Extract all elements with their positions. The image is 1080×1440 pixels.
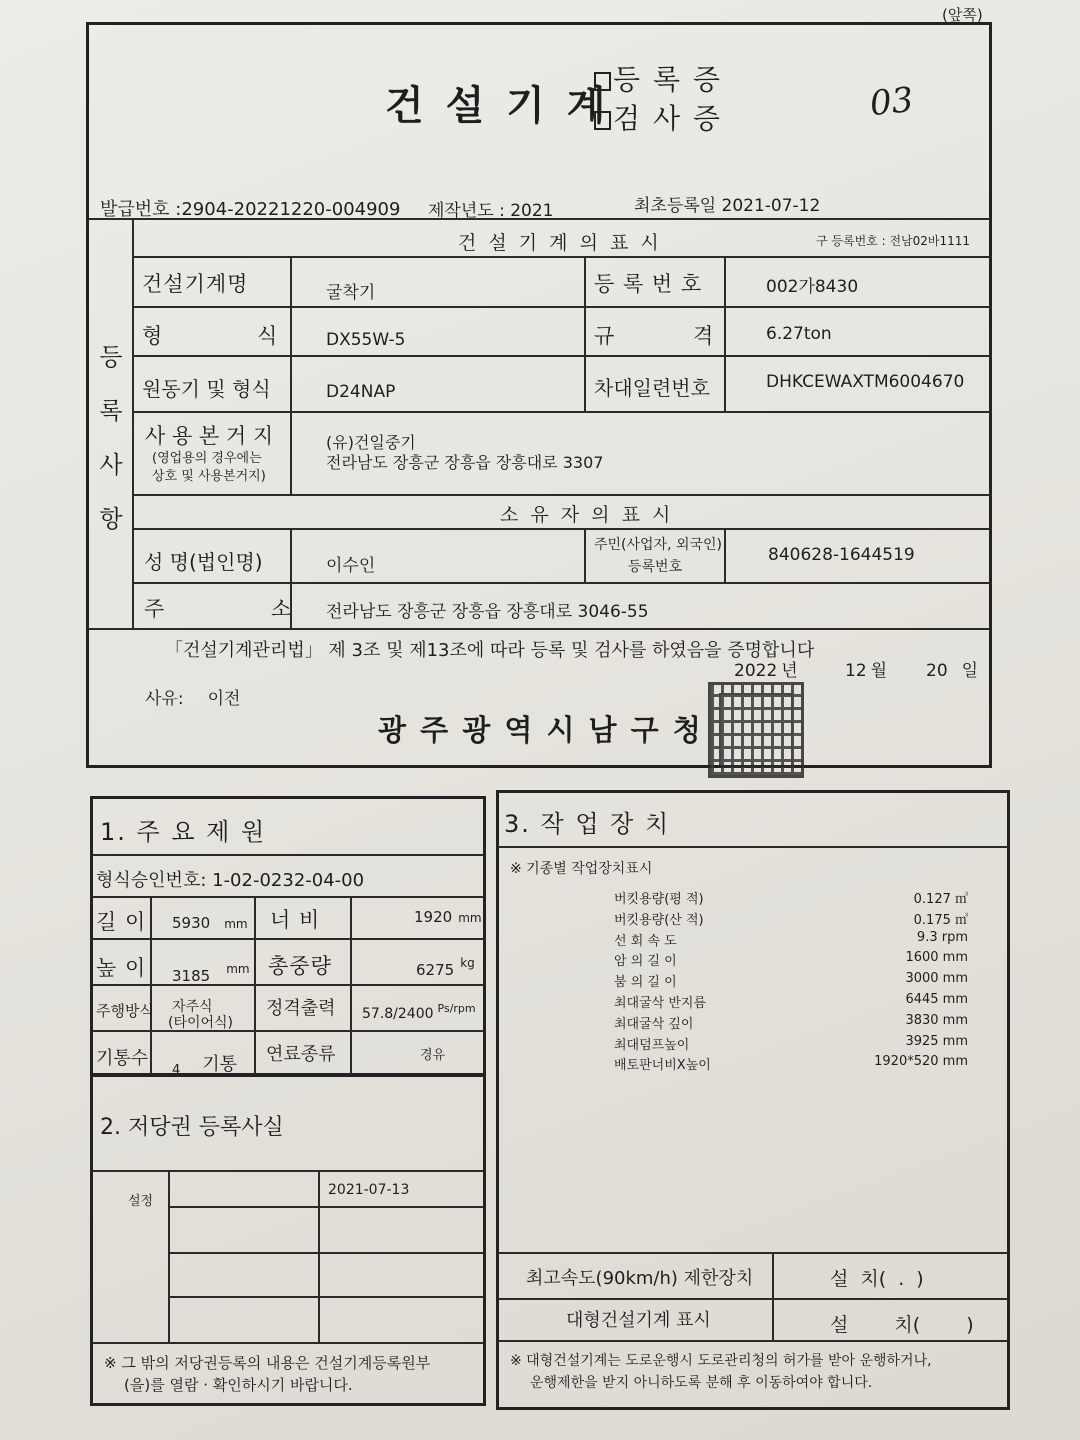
speed-limiter-label: 최고속도(90km/h) 제한장치 [526, 1268, 754, 1289]
serial-value: DHKCEWAXTM6004670 [766, 372, 965, 392]
drive-type-value-1: 자주식 [172, 999, 213, 1015]
reason: 사유: 이전 [145, 689, 241, 709]
engine-value: D24NAP [326, 382, 396, 402]
work-device-item-value: 1600 mm [905, 950, 968, 965]
machine-name-value: 굴착기 [326, 283, 376, 303]
work-device-item-value: 3830 mm [905, 1013, 968, 1028]
title-option-registration: 등 록 증 [594, 58, 722, 98]
work-device-item-label: 버킷용량(평 적) [614, 892, 704, 907]
work-device-item-label: 암 의 길 이 [614, 954, 677, 969]
work-device-item-value: 1920*520 mm [874, 1054, 968, 1069]
total-weight-label: 총중량 [268, 954, 332, 978]
machine-name-label: 건설기계명 [142, 272, 249, 296]
owner-id-label-2: 등록번호 [628, 559, 683, 575]
work-device-item-value: 9.3 rpm [916, 930, 968, 945]
model-value: DX55W-5 [326, 330, 406, 350]
specs-title: 1. 주 요 제 원 [100, 818, 267, 846]
owner-section-title: 소 유 자 의 표 시 [500, 504, 674, 526]
registration-number-value: 002가8430 [766, 277, 859, 297]
owner-address-value: 전라남도 장흥군 장흥읍 장흥대로 3046-55 [326, 602, 649, 622]
owner-id-label-1: 주민(사업자, 외국인) [594, 537, 723, 553]
owner-id-value: 840628-1644519 [768, 545, 915, 565]
base-value-company: (유)건일중기 [326, 433, 416, 452]
rated-output-value: 57.8/2400 $^{Ps/rpm}$ [362, 1002, 476, 1022]
width-value: 1920 mm [414, 908, 482, 926]
drive-type-label: 주행방식 [96, 1002, 154, 1020]
drive-type-value-2: (타이어식) [168, 1015, 234, 1031]
work-device-item-label: 최대굴삭 반지름 [614, 996, 707, 1011]
old-registration-number: 구 등록번호 : 전남02바1111 [816, 234, 971, 248]
work-device-item-value: 0.175 ㎥ [913, 913, 968, 928]
checkbox-icon [594, 111, 611, 130]
length-value: 5930 mm [172, 914, 248, 932]
side-label-registration: 등 록 사 항 [99, 343, 123, 533]
cert-year: 2022 년 [734, 661, 798, 681]
cylinder-value: 4 기통 [172, 1054, 238, 1078]
work-device-item-value: 0.127 ㎥ [913, 892, 968, 907]
fuel-type-label: 연료종류 [266, 1044, 336, 1065]
mortgage-note-2: (을)를 열람 · 확인하시기 바랍니다. [124, 1376, 353, 1394]
height-value: 3185 $^{mm}$ [172, 962, 250, 985]
doc-title: 건 설 기 계 [385, 83, 610, 129]
work-device-item-value: 3925 mm [905, 1034, 968, 1049]
manufacture-year: 제작년도 : 2021 [428, 201, 554, 221]
spec-label: 규 격 [594, 324, 715, 348]
type-approval-number: 형식승인번호: 1-02-0232-04-00 [96, 870, 365, 891]
large-machine-note-1: ※ 대형건설기계는 도로운행시 도로관리청의 허가를 받아 운행하거나, [510, 1353, 932, 1369]
first-registration-date: 최초등록일 2021-07-12 [634, 196, 821, 216]
work-device-item-label: 붐 의 길 이 [614, 975, 677, 990]
height-label: 높 이 [96, 956, 147, 980]
model-label: 형 식 [142, 324, 279, 348]
base-sub-label-1: (영업용의 경우에는 [152, 451, 262, 466]
engine-label: 원동기 및 형식 [142, 377, 271, 401]
large-machine-label: 대형건설기계 표시 [566, 1310, 711, 1331]
checkbox-icon [594, 72, 611, 91]
serial-label: 차대일련번호 [594, 376, 710, 400]
issuing-authority: 광 주 광 역 시 남 구 청 [378, 713, 703, 747]
base-sub-label-2: 상호 및 사용본거지) [152, 469, 266, 484]
mortgage-setup-date: 2021-07-13 [328, 1182, 410, 1198]
work-device-item-label: 선 회 속 도 [614, 934, 677, 949]
official-seal-stamp [708, 682, 804, 778]
fuel-type-value: 경유 [420, 1048, 446, 1063]
work-device-item-label: 최대굴삭 깊이 [614, 1017, 694, 1032]
owner-name-label: 성 명(법인명) [144, 550, 263, 574]
corner-label: (앞쪽) [942, 6, 983, 24]
handwritten-mark: 03 [868, 79, 916, 125]
speed-limiter-value: 설 치( . ) [830, 1268, 924, 1290]
length-label: 길 이 [96, 910, 147, 934]
work-device-title: 3. 작 업 장 치 [504, 810, 671, 838]
width-label: 너 비 [270, 908, 321, 932]
cert-month: 12 월 [845, 661, 888, 681]
registration-number-label: 등 록 번 호 [594, 272, 703, 296]
total-weight-value: 6275 $^{kg}$ [416, 956, 475, 979]
mortgage-title: 2. 저당권 등록사실 [100, 1115, 284, 1140]
title-option-inspection: 검 사 증 [594, 97, 722, 137]
rated-output-label: 정격출력 [266, 998, 336, 1019]
base-value-address: 전라남도 장흥군 장흥읍 장흥대로 3307 [326, 453, 604, 472]
mortgage-setup-label: 설정 [128, 1194, 154, 1209]
certification-statement: 「건설기계관리법」 제 3조 및 제13조에 따라 등록 및 검사를 하였음을 증명합니다 [165, 640, 815, 661]
work-device-item-value: 3000 mm [905, 971, 968, 986]
owner-address-label: 주 소 [144, 597, 293, 621]
work-device-item-label: 최대덤프높이 [614, 1038, 690, 1053]
work-device-item-label: 배토판너비X높이 [614, 1058, 711, 1073]
work-device-item-label: 버킷용량(산 적) [614, 913, 704, 928]
cert-day: 20 일 [926, 661, 979, 681]
mortgage-note-1: ※ 그 밖의 저당권등록의 내용은 건설기계등록원부 [104, 1354, 431, 1372]
issue-number: 발급번호 :2904-20221220-004909 [100, 199, 401, 220]
spec-value: 6.27ton [766, 324, 832, 344]
machine-section-title: 건 설 기 계 의 표 시 [458, 232, 662, 254]
cylinder-label: 기통수 [96, 1048, 149, 1069]
work-device-subtitle: ※ 기종별 작업장치표시 [510, 861, 653, 877]
large-machine-note-2: 운행제한을 받지 아니하도록 분해 후 이동하여야 합니다. [530, 1375, 873, 1391]
owner-name-value: 이수인 [326, 556, 376, 576]
large-machine-value: 설 치( ) [830, 1314, 974, 1336]
work-device-item-value: 6445 mm [905, 992, 968, 1007]
base-label: 사 용 본 거 지 [145, 424, 274, 448]
